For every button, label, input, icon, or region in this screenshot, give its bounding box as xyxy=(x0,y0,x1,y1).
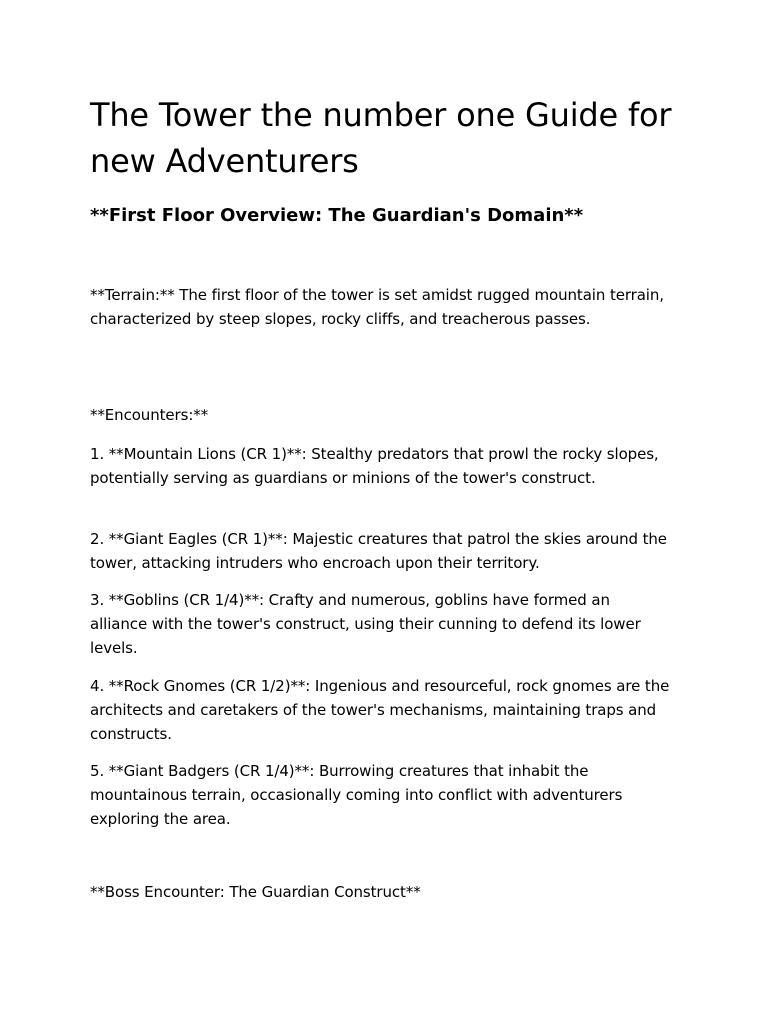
encounters-heading: **Encounters:** xyxy=(90,406,209,424)
encounter-item-goblins: 3. **Goblins (CR 1/4)**: Crafty and numerous, goblins have formed an alliance with the tower's construct, using their cunning to defend its lower levels. xyxy=(90,591,641,657)
terrain-paragraph: **Terrain:** The first floor of the tower is set amidst rugged mountain terrain, characterized by steep slopes, rocky cliffs, and treacherous passes. xyxy=(90,286,664,328)
encounter-item-giant-badgers: 5. **Giant Badgers (CR 1/4)**: Burrowing creatures that inhabit the mountainous terrain, occasionally coming into conflict with adventurers exploring the area. xyxy=(90,762,623,828)
encounter-item-rock-gnomes: 4. **Rock Gnomes (CR 1/2)**: Ingenious and resourceful, rock gnomes are the architects and caretakers of the tower's mechanisms, maintaining traps and constructs. xyxy=(90,677,670,743)
floor-overview-heading: **First Floor Overview: The Guardian's Domain** xyxy=(90,205,584,226)
encounter-item-giant-eagles: 2. **Giant Eagles (CR 1)**: Majestic creatures that patrol the skies around the tower, attacking intruders who encroach upon their territory. xyxy=(90,530,667,572)
document-title: The Tower the number one Guide for new Adventurers xyxy=(90,96,672,180)
boss-encounter-heading: **Boss Encounter: The Guardian Construct** xyxy=(90,883,421,901)
encounter-item-mountain-lions: 1. **Mountain Lions (CR 1)**: Stealthy predators that prowl the rocky slopes, potentially serving as guardians or minions of the tower's construct. xyxy=(90,445,659,487)
